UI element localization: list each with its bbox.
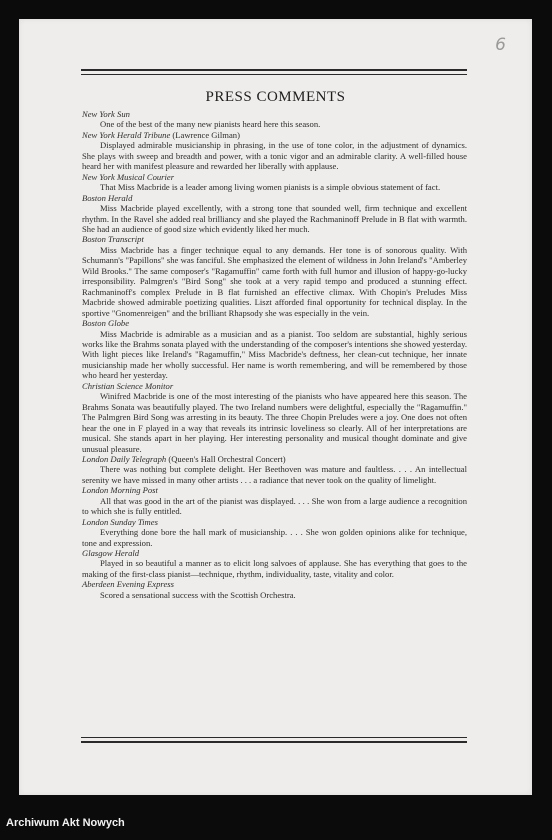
press-entry	[82, 234, 467, 318]
entry-quote: Miss Macbride has a finger technique equal to any demands. Her tone is of sonorous quality. With Schumann's "Papillons" she was fanciful. She emphasized the element of wildness in John Ireland's "Amberley Wild Brooks." The same composer's "Ragamuffin" came forth with full humor and illusion of happy-go-lucky irresponsibility. Palmgren's "Bird Song" she took at a very rapid tempo and produced a stunning effect. Rachmaninoff's complex Prelude in B flat furnished an effective climax. With Chopin's Preludes Miss Macbride showed admirable poetizing qualities. Liszt afforded final opportunity for technical display. In the sportive "Gnomenreigen" and the brilliant Rhapsody she was especially in the vein.	[82, 244, 467, 318]
entry-source: London Daily Telegraph (Queen's Hall Orchestral Concert)	[82, 453, 286, 464]
press-comments-list	[82, 109, 467, 600]
page-number: 6	[495, 35, 506, 55]
bottom-rule	[81, 741, 467, 743]
entry-quote: There was nothing but complete delight. Her Beethoven was mature and faultless. . . . An intellectual serenity we have missed in many other artists . . . a radiance that never took on the quality of limelight.	[82, 464, 467, 485]
entry-source: Boston Herald	[82, 192, 133, 203]
entry-source: Boston Transcript	[82, 234, 144, 245]
entry-quote: All that was good in the art of the pianist was displayed. . . . She won from a large audience a recognition to which she is fully entitled.	[82, 495, 467, 517]
entry-quote: Miss Macbride is admirable as a musician and as a pianist. Too seldom are substantial, highly serious works like the Brahms sonata played with the understanding of the composer's intentions she showed yesterday. With light pieces like Ireland's "Ragamuffin," Miss Macbride's deftness, her clean-cut technique, her innate musicianship made her wholly successful. Her name is worth remembering, and will be remembered by those who heard her yesterday.	[82, 328, 467, 381]
press-entry	[82, 109, 467, 130]
entry-quote: That Miss Macbride is a leader among living women pianists is a simple obvious statement of fact.	[100, 182, 441, 193]
entry-quote: Played in so beautiful a manner as to elicit long salvoes of applause. She has everything that goes to the making of the first-class pianist—technique, rhythm, individuality, taste, vitality and color.	[82, 558, 467, 579]
press-entry	[82, 548, 467, 579]
entry-source: Boston Globe	[82, 318, 130, 329]
entry-source: London Sunday Times	[82, 516, 158, 527]
entry-source: New York Herald Tribune (Lawrence Gilman)	[82, 129, 240, 140]
entry-quote: Displayed admirable musicianship in phrasing, in the use of tone color, in the adjustment of dynamics. She plays with sweep and breadth and power, with a tonic vigor and an admirable clarity. A well-filled house heard her with manifest pleasure and rewarded her liberally with applause.	[82, 140, 467, 172]
entry-source: Aberdeen Evening Express	[82, 579, 174, 590]
press-entry	[82, 454, 467, 485]
entry-quote: Winifred Macbride is one of the most interesting of the pianists who have appeared here this season. The Brahms Sonata was beautifully played. The two Ireland numbers were delightful, especially the "Ragamuffin." The Palmgren Bird Song was arresting in its beauty. The three Chopin Preludes were a joy. One does not often hear the one in F played in a way that reveals its intrinsic loveliness so clearly. All of her interpretations are musical. She stands apart in her playing. Her interesting personality and musical thought dominate and give unusual pleasure.	[82, 391, 467, 454]
press-entry	[82, 381, 467, 454]
entry-source: New York Musical Courier	[82, 171, 175, 182]
press-entry	[82, 193, 467, 235]
entry-source: Christian Science Monitor	[82, 380, 174, 391]
archive-label: Archiwum Akt Nowych	[6, 817, 125, 829]
top-rule	[81, 69, 467, 71]
press-entry	[82, 172, 467, 193]
press-entry	[82, 485, 467, 516]
entry-quote: Everything done bore the hall mark of musicianship. . . . She won golden opinions alike for technique, tone and expression.	[82, 527, 467, 548]
bottom-rule-thin	[81, 737, 467, 738]
top-rule-thin	[81, 74, 467, 75]
press-entry	[82, 579, 467, 600]
page-title: PRESS COMMENTS	[205, 89, 346, 105]
press-entry	[82, 517, 467, 548]
document-page	[19, 19, 532, 795]
entry-source: London Morning Post	[82, 485, 158, 496]
entry-quote: Scored a sensational success with the Scottish Orchestra.	[100, 589, 296, 600]
entry-source: Glasgow Herald	[82, 548, 140, 559]
entry-source: New York Sun	[82, 109, 130, 119]
press-entry	[82, 130, 467, 172]
entry-quote: Miss Macbride played excellently, with a strong tone that sounded well, firm technique and excellent rhythm. In the Ravel she added real brilliancy and she played the Rachmaninoff Prelude in B flat with warmth. She had an audience of good size which evidently liked her much.	[82, 203, 467, 234]
entry-quote: One of the best of the many new pianists heard here this season.	[100, 119, 321, 130]
press-entry	[82, 318, 467, 381]
